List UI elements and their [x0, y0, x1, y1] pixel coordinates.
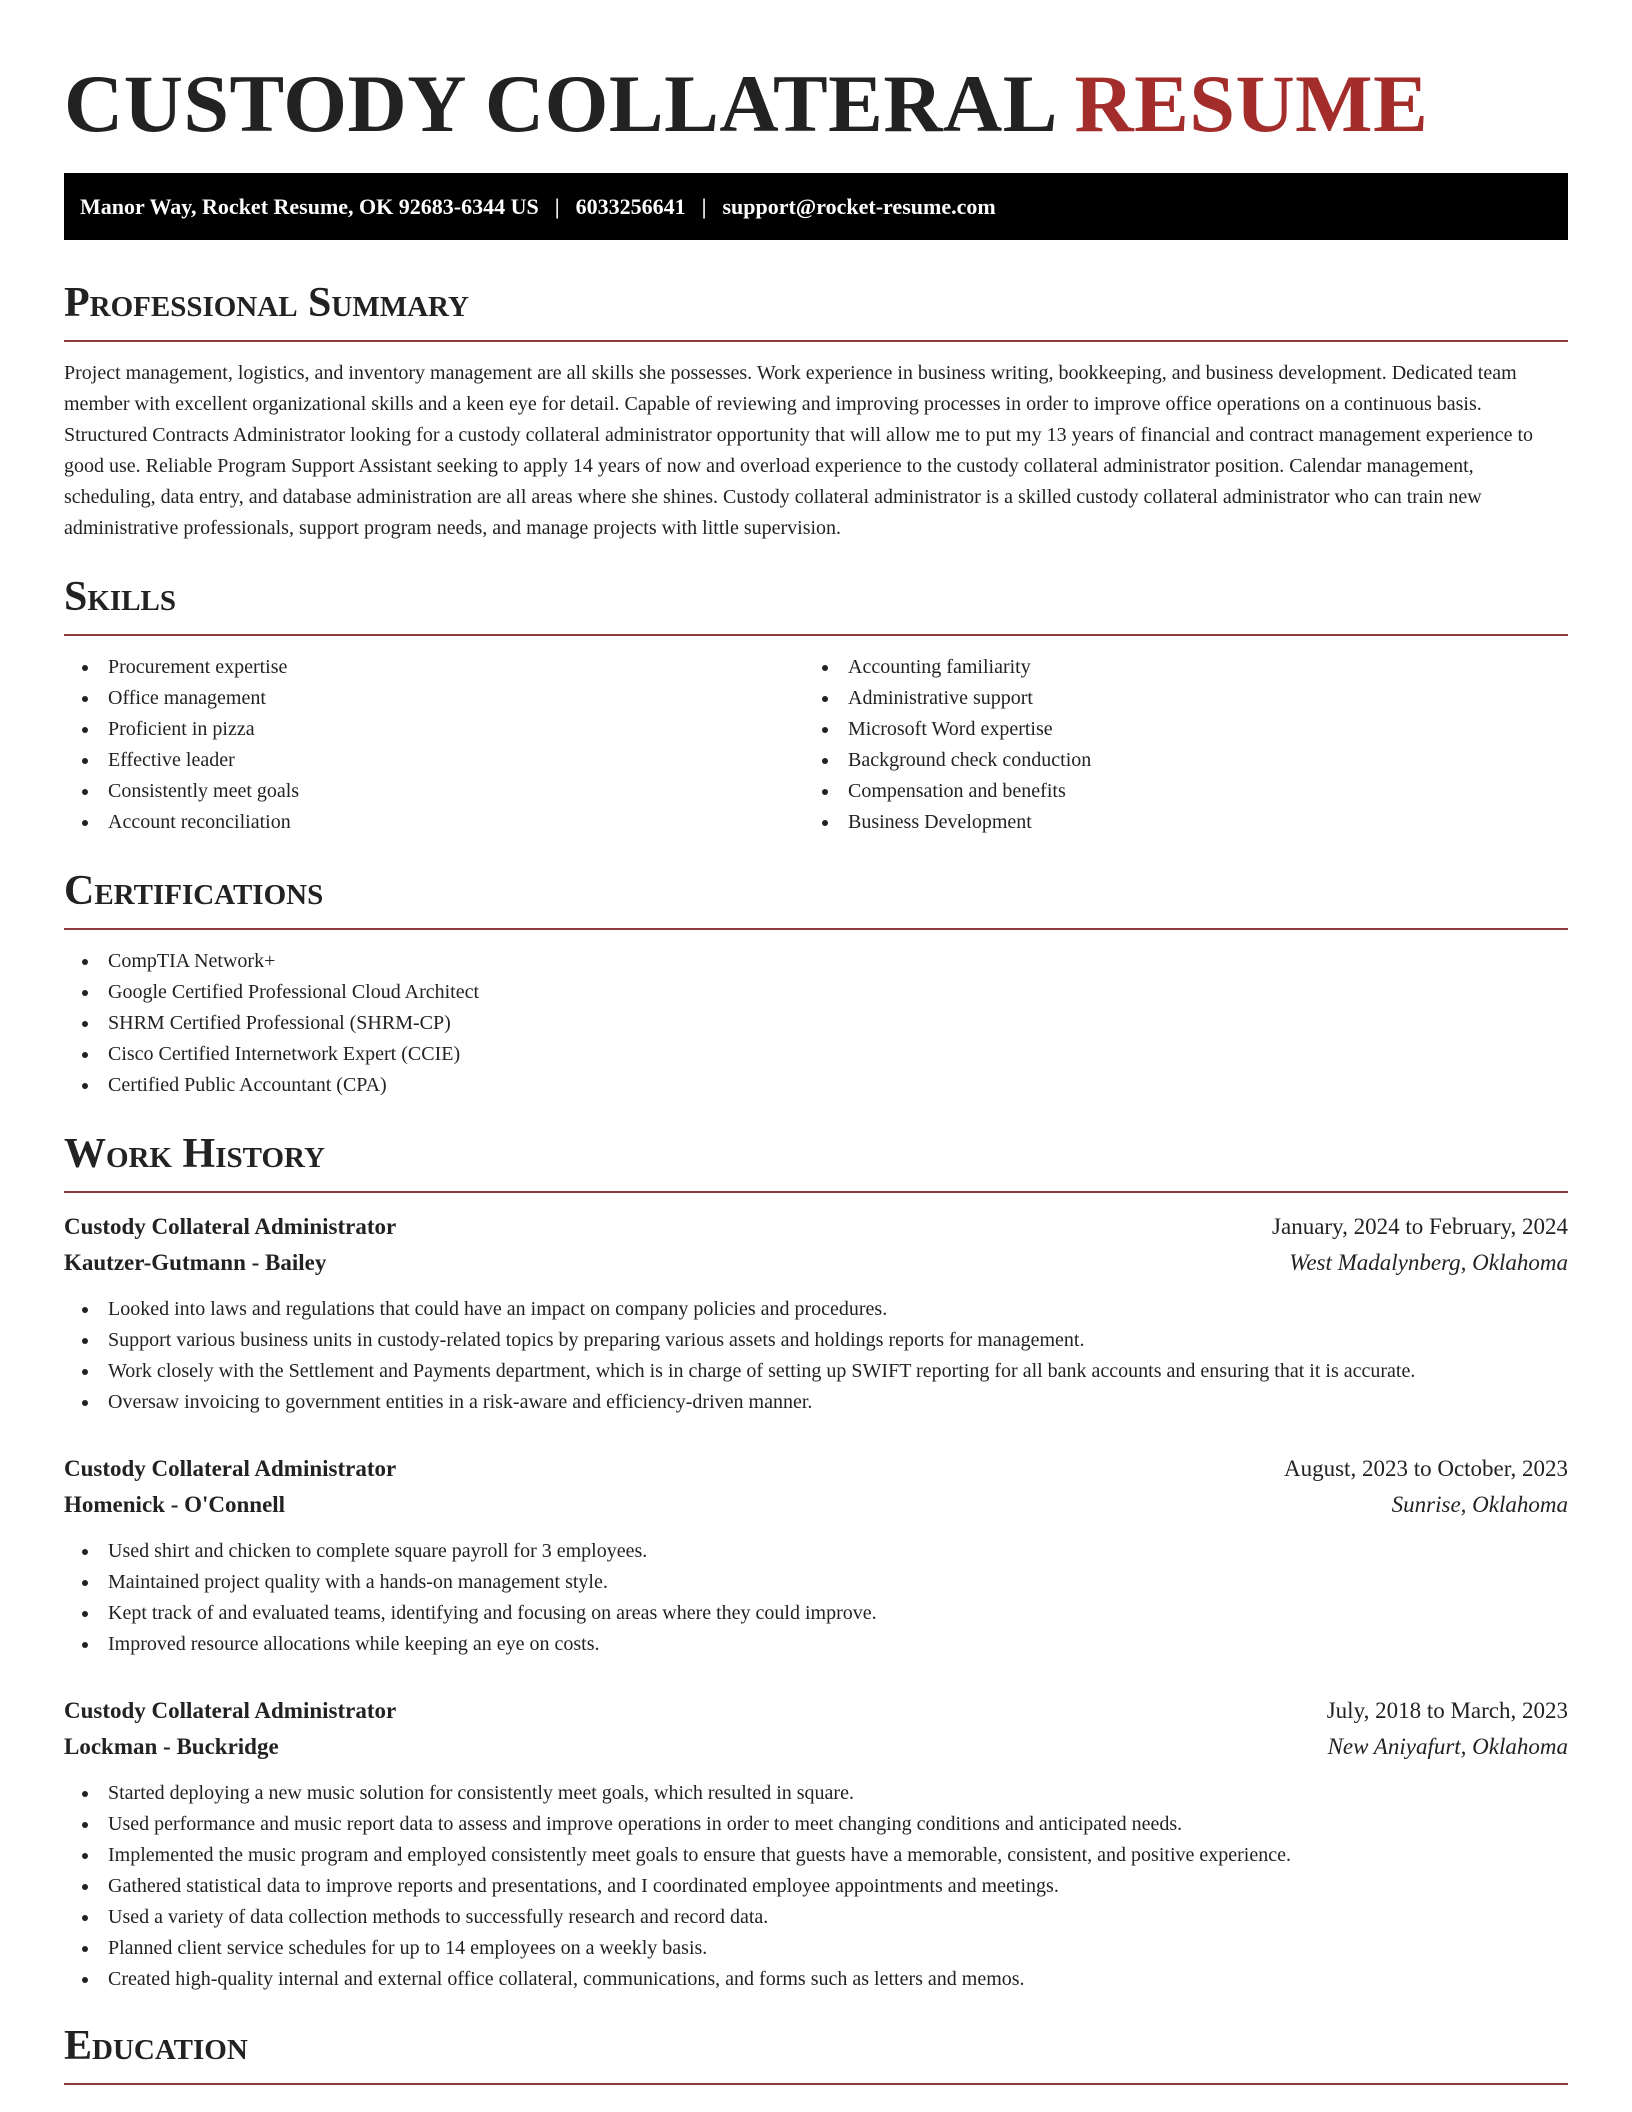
skill-item: Proficient in pizza — [64, 714, 804, 745]
skill-item: Business Development — [804, 807, 1544, 838]
contact-separator: | — [701, 193, 707, 219]
skills-grid — [64, 652, 1568, 838]
job-bullet: Used shirt and chicken to complete square payroll for 3 employees. — [64, 1536, 1568, 1567]
skill-item: Office management — [64, 683, 804, 714]
job-bullet: Planned client service schedules for up to 14 employees on a weekly basis. — [64, 1933, 1568, 1964]
contact-email: support@rocket-resume.com — [722, 193, 996, 219]
skill-item: Administrative support — [804, 683, 1544, 714]
job-company-row — [64, 1487, 1568, 1523]
job-bullet: Used a variety of data collection methods to successfully research and record data. — [64, 1902, 1568, 1933]
skills-list-left — [64, 652, 804, 838]
job-company-row — [64, 1729, 1568, 1765]
job-location: Sunrise, Oklahoma — [1391, 1492, 1568, 1517]
certifications-list — [64, 946, 1568, 1101]
skill-item: Account reconciliation — [64, 807, 804, 838]
skills-list-right — [804, 652, 1544, 838]
summary-text: Project management, logistics, and inventory management are all skills she possesses. Work experience in business writing, bookkeeping, and business development. Dedicated team member with excellent organizational skills and a keen eye for detail. Capable of reviewing and improving processes in order to improve office operations on a continuous basis. Structured Contracts Administrator looking for a custody collateral administrator opportunity that will allow me to put my 13 years of financial and contract management experience to good use. Reliable Program Support Assistant seeking to apply 14 years of now and overload experience to the custody collateral administrator position. Calendar management, scheduling, data entry, and database administration are all areas where she shines. Custody collateral administrator is a skilled custody collateral administrator who can train new administrative professionals, support program needs, and manage projects with little supervision. — [64, 362, 1534, 539]
job-title: Custody Collateral Administrator — [64, 1698, 397, 1723]
section-divider — [64, 1191, 1568, 1193]
job-header-row — [64, 1209, 1568, 1245]
job-location: New Aniyafurt, Oklahoma — [1327, 1734, 1568, 1759]
job-bullet: Used performance and music report data to assess and improve operations in order to meet changing conditions and anticipated needs. — [64, 1809, 1568, 1840]
job-entry — [64, 1209, 1568, 1418]
resume-title — [64, 0, 1568, 150]
job-location: West Madalynberg, Oklahoma — [1289, 1250, 1568, 1275]
section-heading-education: Education — [64, 2023, 248, 2069]
job-company: Homenick - O'Connell — [64, 1492, 286, 1517]
job-dates: August, 2023 to October, 2023 — [1284, 1456, 1568, 1481]
section-divider — [64, 634, 1568, 636]
job-company: Lockman - Buckridge — [64, 1734, 279, 1759]
summary-section — [64, 278, 1568, 544]
job-company: Kautzer-Gutmann - Bailey — [64, 1250, 327, 1275]
contact-bar — [64, 173, 1568, 240]
job-bullet: Improved resource allocations while keeping an eye on costs. — [64, 1629, 1568, 1660]
job-bullets — [64, 1294, 1568, 1418]
job-bullets — [64, 1536, 1568, 1660]
work-history-section — [64, 1129, 1568, 1995]
job-entry — [64, 1451, 1568, 1660]
job-bullet: Started deploying a new music solution for consistently meet goals, which resulted in square. — [64, 1778, 1568, 1809]
contact-address: Manor Way, Rocket Resume, OK 92683-6344 US — [80, 193, 539, 219]
job-header-row — [64, 1451, 1568, 1487]
skill-item: Consistently meet goals — [64, 776, 804, 807]
section-heading-summary: Professional Summary — [64, 280, 469, 326]
certification-item: Cisco Certified Internetwork Expert (CCIE) — [64, 1039, 1568, 1070]
skill-item: Accounting familiarity — [804, 652, 1544, 683]
skill-item: Background check conduction — [804, 745, 1544, 776]
job-title: Custody Collateral Administrator — [64, 1456, 397, 1481]
contact-phone: 6033256641 — [575, 193, 686, 219]
job-bullet: Maintained project quality with a hands-on management style. — [64, 1567, 1568, 1598]
education-section — [64, 2021, 1568, 2085]
job-bullet: Created high-quality internal and external office collateral, communications, and forms such as letters and memos. — [64, 1964, 1568, 1995]
certification-item: Google Certified Professional Cloud Architect — [64, 977, 1568, 1008]
job-dates: January, 2024 to February, 2024 — [1272, 1214, 1568, 1239]
job-bullets — [64, 1778, 1568, 1995]
job-entry — [64, 1693, 1568, 1995]
certification-item: Certified Public Accountant (CPA) — [64, 1070, 1568, 1101]
section-heading-skills: Skills — [64, 574, 177, 620]
title-accent: RESUME — [1074, 58, 1429, 149]
job-title: Custody Collateral Administrator — [64, 1214, 397, 1239]
certification-item: SHRM Certified Professional (SHRM-CP) — [64, 1008, 1568, 1039]
job-bullet: Gathered statistical data to improve reports and presentations, and I coordinated employee appointments and meetings. — [64, 1871, 1568, 1902]
contact-separator: | — [554, 193, 560, 219]
job-bullet: Kept track of and evaluated teams, identifying and focusing on areas where they could improve. — [64, 1598, 1568, 1629]
section-divider — [64, 2083, 1568, 2085]
job-bullet: Support various business units in custody-related topics by preparing various assets and holdings reports for management. — [64, 1325, 1568, 1356]
section-divider — [64, 928, 1568, 930]
job-dates: July, 2018 to March, 2023 — [1326, 1698, 1568, 1723]
title-main: CUSTODY COLLATERAL — [64, 58, 1054, 149]
job-header-row — [64, 1693, 1568, 1729]
skill-item: Effective leader — [64, 745, 804, 776]
skill-item: Compensation and benefits — [804, 776, 1544, 807]
certifications-section — [64, 866, 1568, 1101]
skill-item: Microsoft Word expertise — [804, 714, 1544, 745]
section-heading-certifications: Certifications — [64, 868, 324, 914]
job-bullet: Work closely with the Settlement and Payments department, which is in charge of setting up SWIFT reporting for all bank accounts and ensuring that it is accurate. — [64, 1356, 1568, 1387]
skills-section — [64, 572, 1568, 838]
certification-item: CompTIA Network+ — [64, 946, 1568, 977]
job-company-row — [64, 1245, 1568, 1281]
job-bullet: Looked into laws and regulations that could have an impact on company policies and procedures. — [64, 1294, 1568, 1325]
skill-item: Procurement expertise — [64, 652, 804, 683]
section-heading-work-history: Work History — [64, 1131, 325, 1177]
job-bullet: Oversaw invoicing to government entities in a risk-aware and efficiency-driven manner. — [64, 1387, 1568, 1418]
job-bullet: Implemented the music program and employed consistently meet goals to ensure that guests have a memorable, consistent, and positive experience. — [64, 1840, 1568, 1871]
section-divider — [64, 340, 1568, 342]
